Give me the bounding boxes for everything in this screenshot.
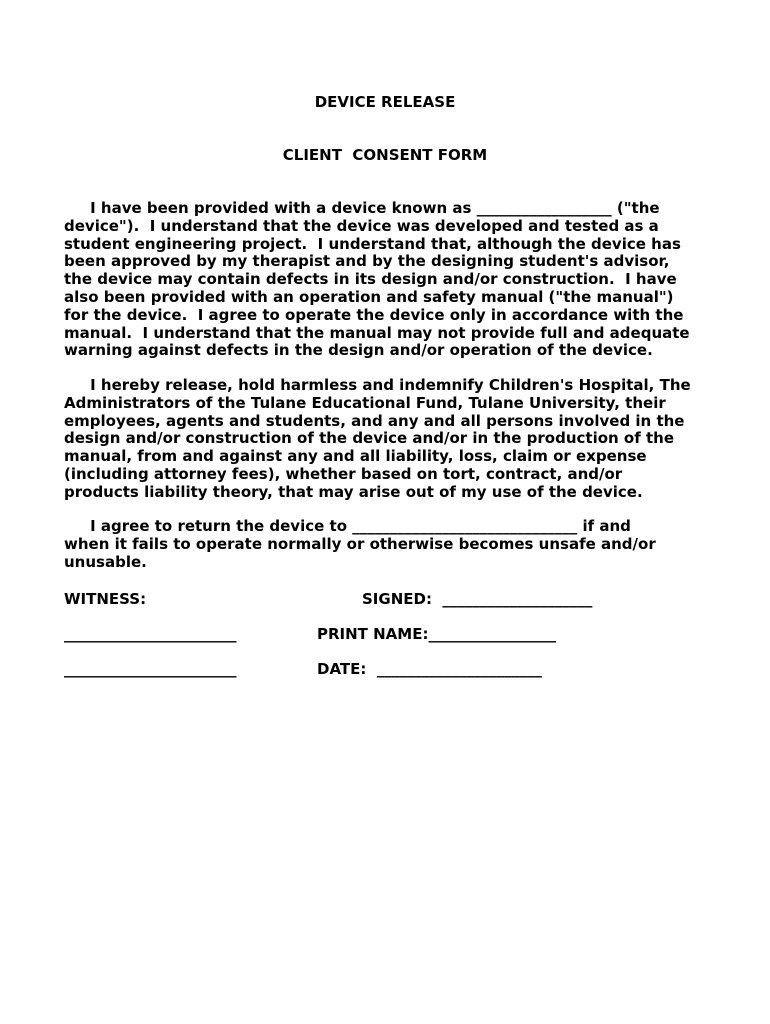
paragraph-line: I have been provided with a device known as __________________ ("the (64, 199, 660, 217)
paragraph-line: been approved by my therapist and by the designing student's advisor, (64, 252, 670, 271)
paragraph-line: products liability theory, that may arise out of my use of the device. (64, 482, 643, 501)
print-name-field: PRINT NAME:_________________ (317, 625, 556, 643)
paragraph-line: device"). I understand that the device was developed and tested as a (64, 216, 659, 235)
paragraph-line: (including attorney fees), whether based on tort, contract, and/or (64, 464, 623, 483)
paragraph-line: employees, agents and students, and any and all persons involved in the (64, 411, 685, 430)
paragraph-line: also been provided with an operation and safety manual ("the manual") (64, 287, 674, 306)
witness-label: WITNESS: (64, 590, 147, 608)
paragraph-line: manual. I understand that the manual may not provide full and adequate (64, 323, 690, 342)
paragraph-line: manual, from and against any and all liability, loss, claim or expense (64, 447, 647, 466)
paragraph-line: Administrators of the Tulane Educational Fund, Tulane University, their (64, 393, 666, 412)
signed-field: SIGNED: ____________________ (362, 590, 593, 608)
device-provided-paragraph (64, 200, 714, 360)
date-field: DATE: ______________________ (317, 660, 542, 678)
witness-signature-line-2: _______________________ (64, 660, 237, 678)
paragraph-line: design and/or construction of the device and/or in the production of the (64, 429, 675, 448)
paragraph-line: student engineering project. I understand that, although the device has (64, 234, 681, 253)
document-title: DEVICE RELEASE (314, 93, 456, 111)
paragraph-line: when it fails to operate normally or otherwise becomes unsafe and/or (64, 534, 656, 553)
paragraph-line: I agree to return the device to ______________________________ if and (64, 517, 631, 535)
paragraph-line: unusable. (64, 552, 147, 571)
witness-signature-line-1: _______________________ (64, 625, 237, 643)
document-subtitle: CLIENT CONSENT FORM (282, 146, 488, 164)
release-paragraph (64, 377, 714, 502)
paragraph-line: I hereby release, hold harmless and indemnify Children's Hospital, The (64, 376, 691, 394)
return-device-paragraph (64, 518, 714, 571)
paragraph-line: the device may contain defects in its design and/or construction. I have (64, 270, 677, 289)
paragraph-line: for the device. I agree to operate the device only in accordance with the (64, 305, 684, 324)
paragraph-line: warning against defects in the design and/or operation of the device. (64, 341, 653, 360)
